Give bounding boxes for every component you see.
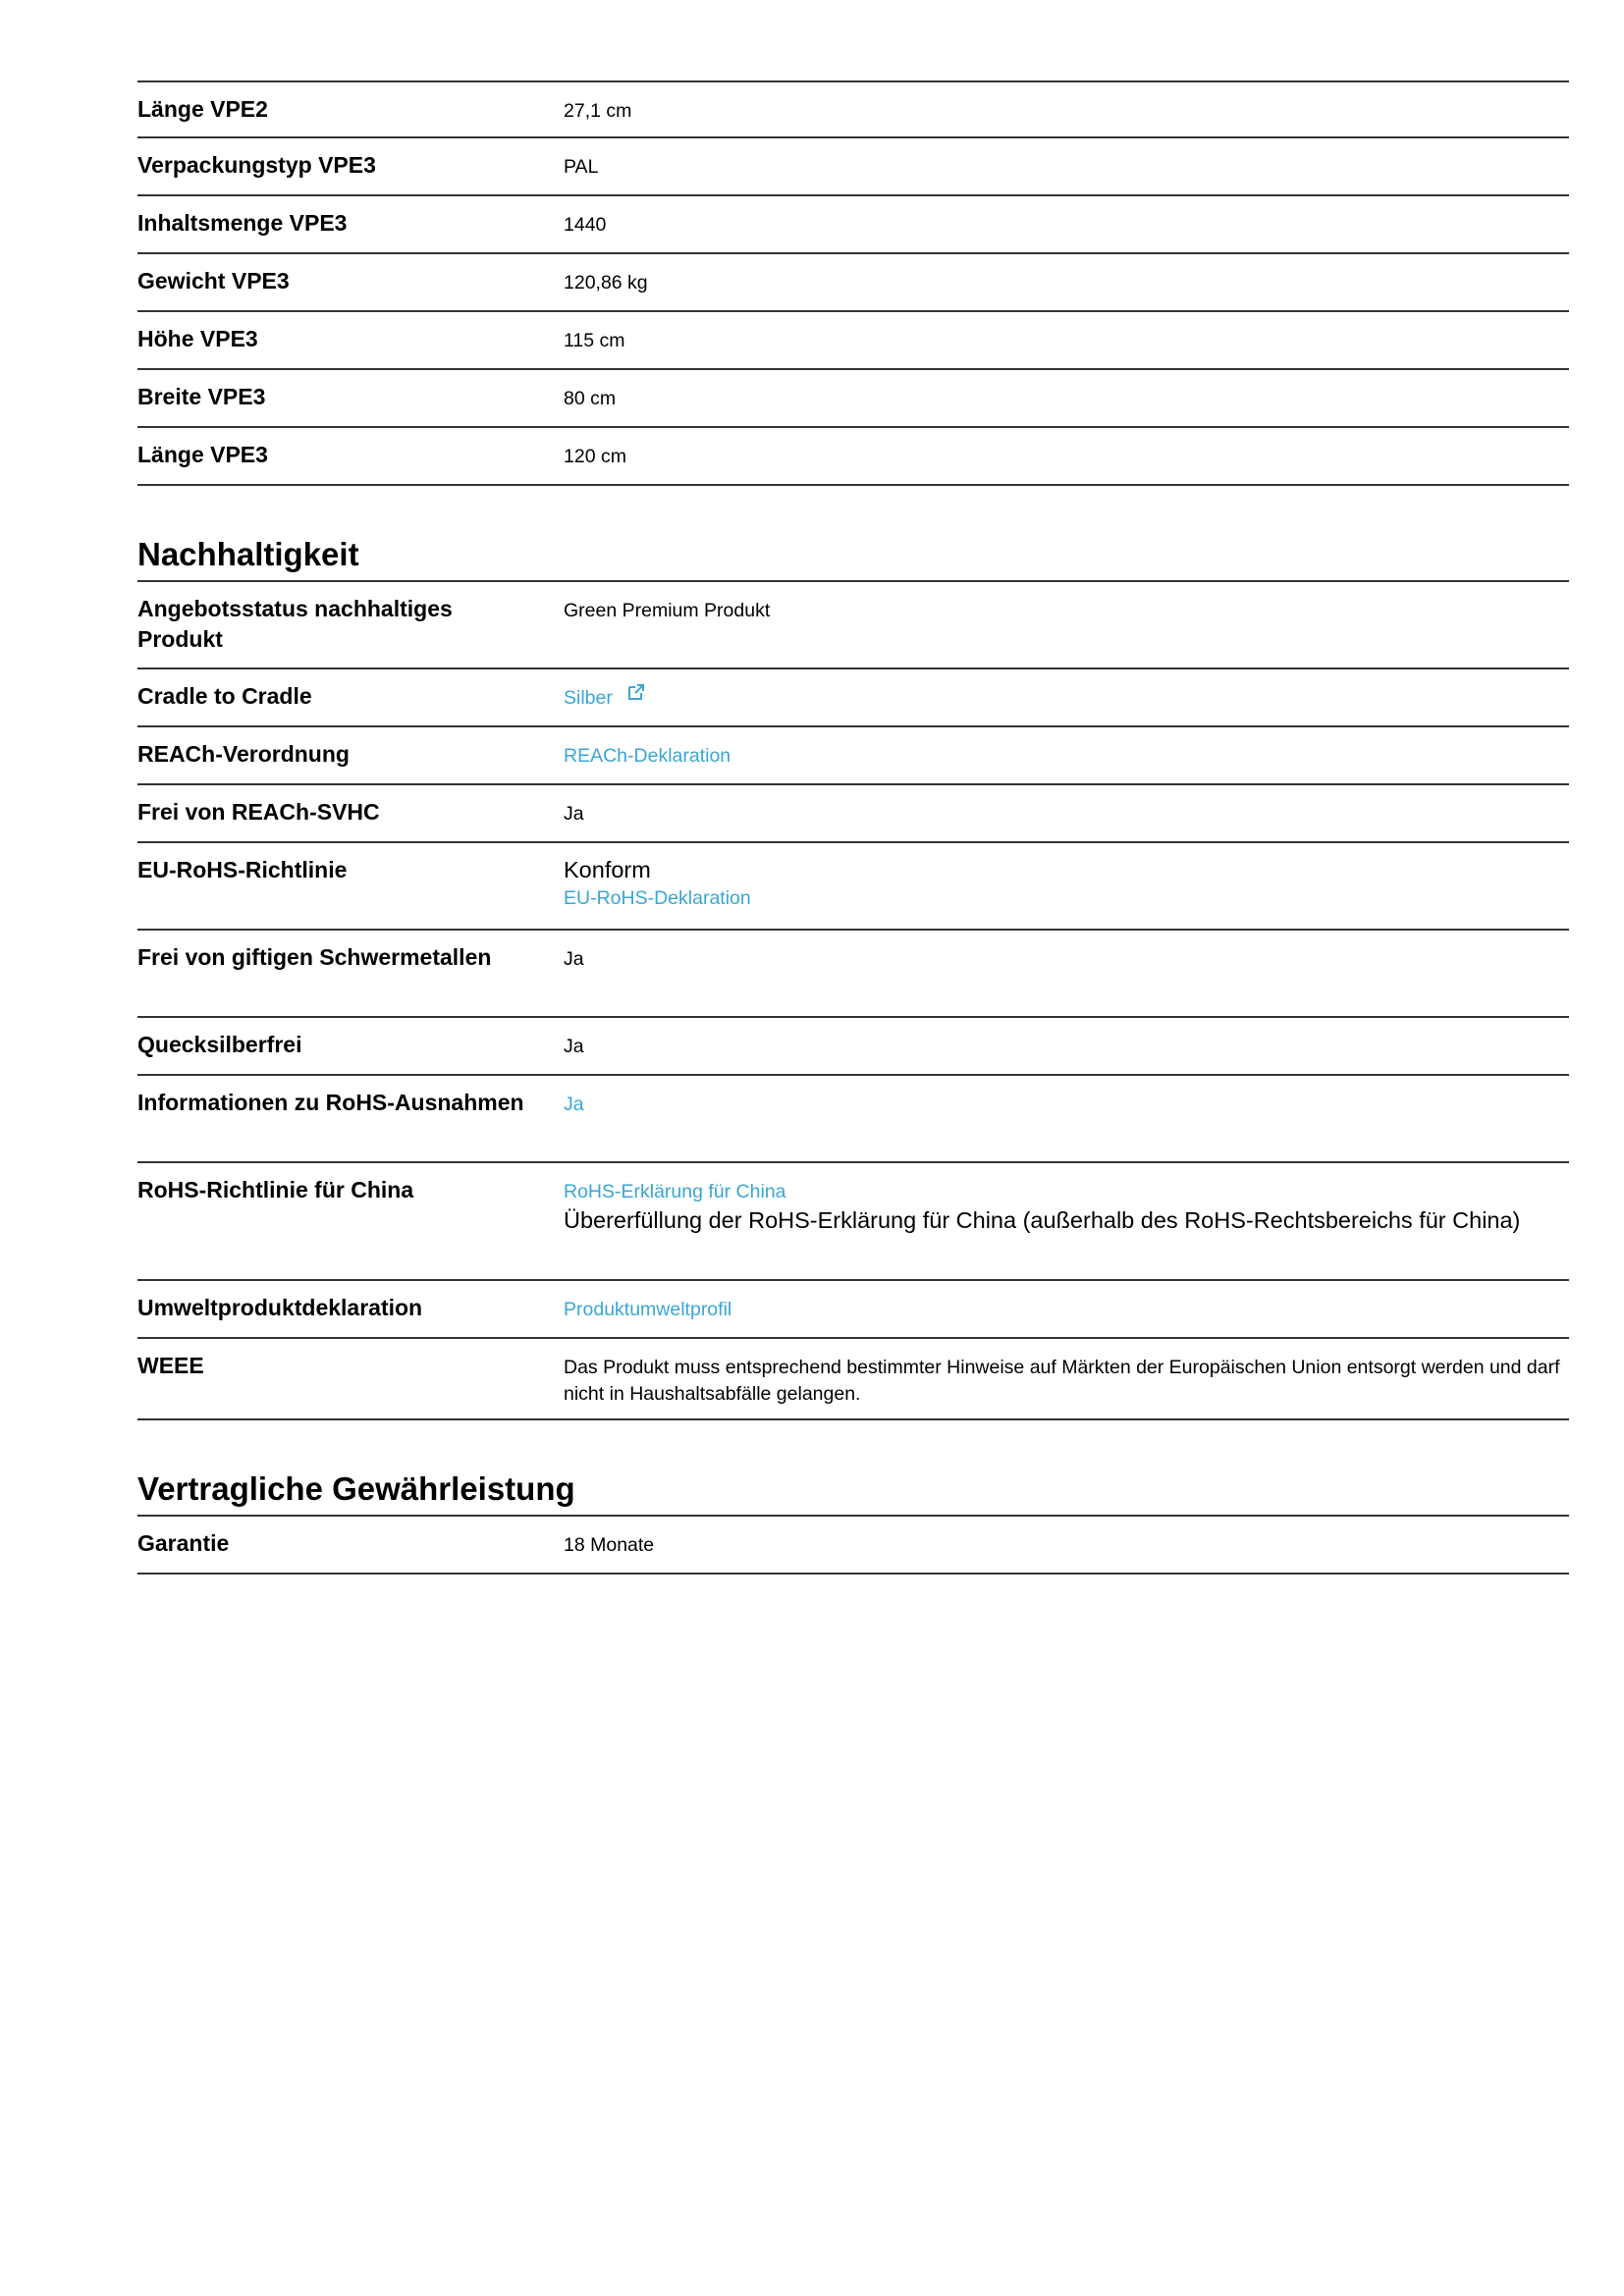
row-value: 27,1 cm [564,100,632,122]
row-label: Garantie [137,1530,230,1556]
row-value [564,669,1569,725]
row-label: Breite VPE3 [137,384,266,409]
row-value: 120,86 kg [564,272,648,294]
row-value: 80 cm [564,388,617,409]
table-row [137,138,1569,196]
rohs-status: Konform [564,857,651,882]
table-row [137,843,1569,931]
row-label: Cradle to Cradle [137,683,312,709]
row-label: Inhaltsmenge VPE3 [137,210,348,236]
table-row [137,669,1569,727]
table-row [137,254,1569,312]
table-row [137,428,1569,486]
rohs-china-text: Übererfüllung der RoHS-Erklärung für China (außerhalb des RoHS-Rechtsbereichs für China) [564,1207,1521,1233]
table-row [137,1517,1569,1575]
table-row [137,1281,1569,1339]
packaging-table [137,80,1569,486]
row-value: 1440 [564,214,607,236]
row-value: PAL [564,156,599,178]
rohs-exemptions-link[interactable]: Ja [564,1094,584,1115]
row-value: Ja [564,1036,584,1057]
row-label: Verpackungstyp VPE3 [137,152,376,178]
row-label: Informationen zu RoHS-Ausnahmen [137,1090,524,1115]
rohs-china-link[interactable]: RoHS-Erklärung für China [564,1181,786,1202]
cradle-link[interactable]: Silber [564,687,613,710]
row-value: 120 cm [564,446,626,467]
reach-declaration-link[interactable]: REACh-Deklaration [564,745,731,767]
table-row [137,196,1569,254]
row-value: 18 Monate [564,1534,655,1556]
row-label: WEEE [137,1353,204,1378]
table-row [137,370,1569,428]
table-row [137,785,1569,843]
row-label: Höhe VPE3 [137,326,258,351]
section-title-sustainability: Nachhaltigkeit [137,535,1569,582]
row-label: Gewicht VPE3 [137,268,290,294]
external-link-icon[interactable] [626,682,646,710]
row-value: Ja [564,948,584,970]
row-value [564,727,1569,783]
warranty-table [137,1517,1569,1575]
row-label: Frei von REACh-SVHC [137,799,380,825]
row-value: 115 cm [564,330,625,351]
table-row [137,1018,1569,1076]
row-value: Das Produkt muss entsprechend bestimmter Hinweise auf Märkten der Europäischen Union entsorgt werden und darf nicht in Haushaltsabfälle gelangen. [564,1357,1560,1405]
table-row [137,931,1569,1018]
table-row [137,1339,1569,1420]
row-value [564,1281,1569,1337]
row-label: Länge VPE2 [137,96,268,122]
table-row [137,312,1569,370]
row-value [564,843,1569,929]
page [137,80,1569,1575]
table-row [137,1076,1569,1163]
table-row [137,80,1569,138]
product-environmental-profile-link[interactable]: Produktumweltprofil [564,1299,732,1320]
row-label: Frei von giftigen Schwermetallen [137,944,492,970]
row-label: Länge VPE3 [137,442,268,467]
table-row [137,727,1569,785]
row-value: Ja [564,803,584,825]
row-label: Umweltproduktdeklaration [137,1295,423,1320]
row-value: Green Premium Produkt [564,600,771,621]
sustainability-table [137,582,1569,1420]
row-value [564,1163,1569,1279]
row-label: Quecksilberfrei [137,1032,302,1057]
eu-rohs-declaration-link[interactable]: EU-RoHS-Deklaration [564,887,751,909]
table-row [137,582,1569,669]
row-label: RoHS-Richtlinie für China [137,1177,414,1202]
row-label: REACh-Verordnung [137,741,350,767]
row-label: Angebotsstatus nachhaltiges Produkt [137,596,453,652]
row-label: EU-RoHS-Richtlinie [137,857,348,882]
row-value [564,1076,1569,1161]
table-row [137,1163,1569,1281]
section-title-warranty: Vertragliche Gewährleistung [137,1469,1569,1517]
